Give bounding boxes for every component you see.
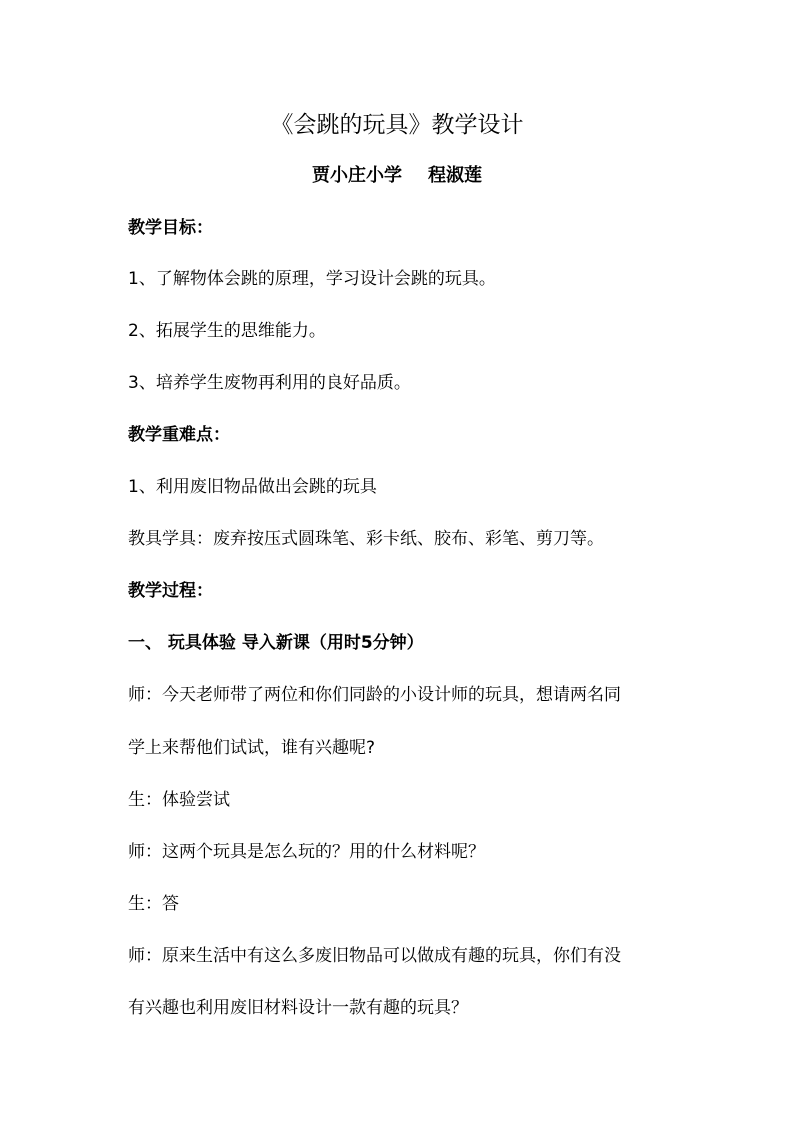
dialogue-line: 学上来帮他们试试，谁有兴趣呢?	[128, 738, 376, 758]
materials-line: 教具学具：废弃按压式圆珠笔、彩卡纸、胶布、彩笔、剪刀等。	[128, 529, 604, 549]
dialogue-line: 师：这两个玩具是怎么玩的？用的什么材料呢？	[128, 842, 485, 862]
document-title: 《会跳的玩具》教学设计	[270, 112, 524, 138]
key-point-item: 1、利用废旧物品做出会跳的玩具	[128, 477, 377, 497]
goals-heading: 教学目标：	[128, 218, 213, 238]
process-heading: 教学过程：	[128, 581, 213, 601]
dialogue-line: 有兴趣也利用废旧材料设计一款有趣的玩具？	[128, 998, 468, 1018]
goal-item: 3、培养学生废物再利用的良好品质。	[128, 373, 411, 393]
author-line	[0, 164, 794, 188]
dialogue-line: 生：体验尝试	[128, 790, 230, 810]
teacher-name: 程淑莲	[428, 165, 482, 186]
goal-item: 1、了解物体会跳的原理，学习设计会跳的玩具。	[128, 269, 496, 289]
goal-item: 2、拓展学生的思维能力。	[128, 321, 326, 341]
school-name: 贾小庄小学	[312, 165, 402, 186]
section-heading: 一、 玩具体验 导入新课（用时5分钟）	[128, 633, 424, 653]
key-points-heading: 教学重难点：	[128, 425, 230, 445]
dialogue-line: 师：原来生活中有这么多废旧物品可以做成有趣的玩具，你们有没	[128, 946, 621, 966]
dialogue-line: 师：今天老师带了两位和你们同龄的小设计师的玩具，想请两名同	[128, 685, 621, 705]
dialogue-line: 生：答	[128, 894, 179, 914]
